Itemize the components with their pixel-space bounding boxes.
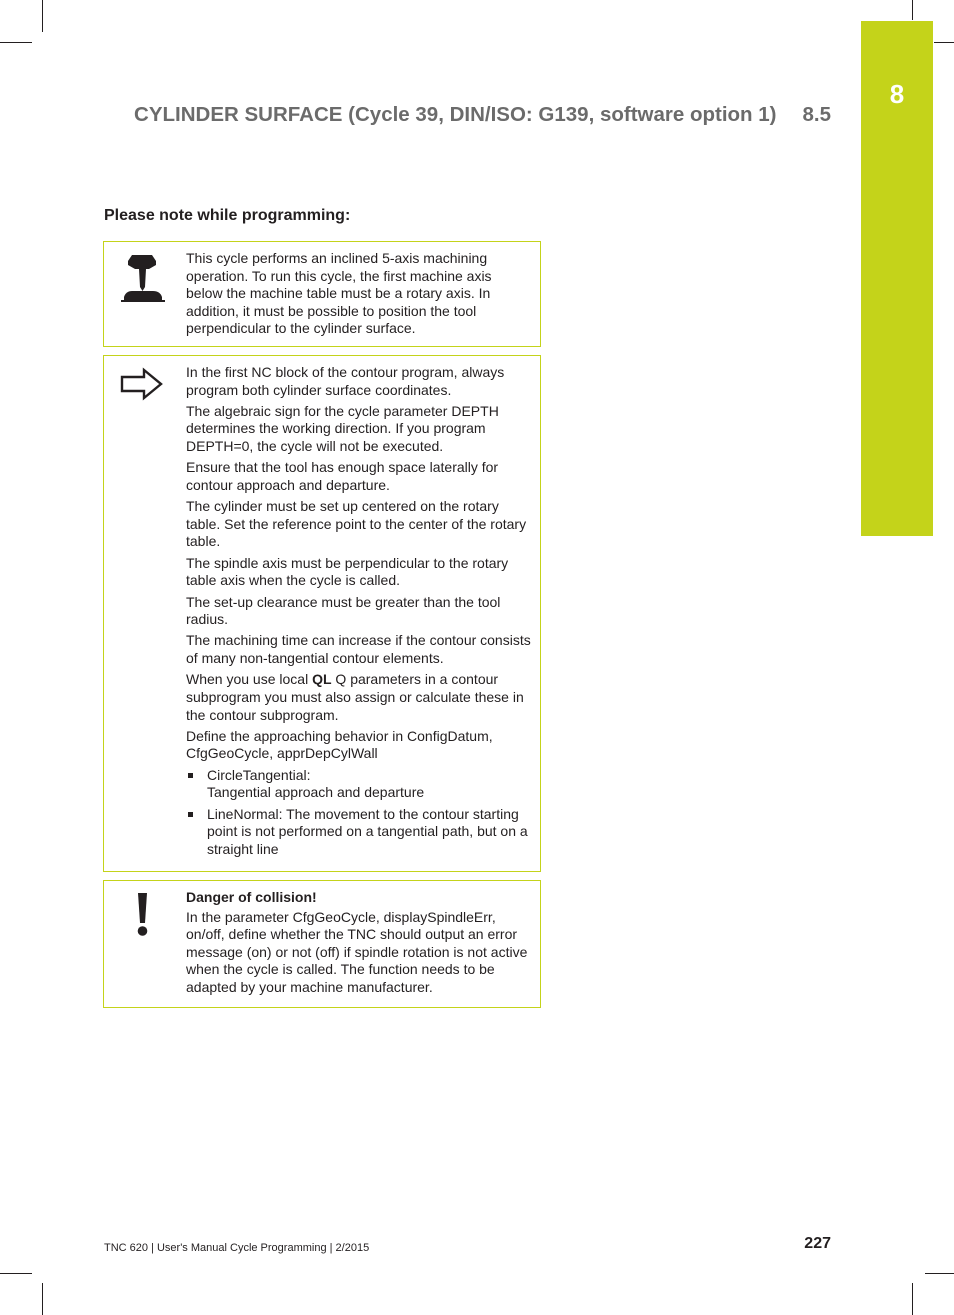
approach-paragraph: Define the approaching behavior in ConfigDatum, CfgGeoCycle, apprDepCylWall xyxy=(186,727,493,762)
ql-text-after: Q parameters in a contour subprogram you must also assign or calculate these in the contour subprogram. xyxy=(186,671,524,723)
warning-title-text: Danger of collision! xyxy=(186,889,317,905)
programming-notes-box xyxy=(103,355,541,872)
note-paragraph: The cylinder must be set up centered on the rotary table. Set the reference point to the center of the rotary table. xyxy=(186,498,527,550)
list-item-line2: Tangential approach and departure xyxy=(207,784,425,801)
list-item-line1: LineNormal: The movement to the contour starting point is not performed on a tangential path, but on a straight line xyxy=(207,805,528,857)
ql-text-before: When you use local xyxy=(186,671,313,688)
chapter-tab xyxy=(861,21,933,536)
crop-mark xyxy=(0,1273,32,1274)
note-paragraph: The machining time can increase if the contour consists of many non-tangential contour elements. xyxy=(186,632,531,667)
bullet-icon xyxy=(188,812,193,817)
exclamation-icon xyxy=(133,893,155,944)
note-paragraph: The algebraic sign for the cycle parameter DEPTH determines the working direction. If you program DEPTH=0, the cycle will not be executed. xyxy=(186,402,499,455)
note-paragraph: Ensure that the tool has enough space laterally for contour approach and departure. xyxy=(186,459,499,493)
chapter-number: 8 xyxy=(889,79,905,109)
collision-warning-box xyxy=(103,880,541,1008)
note-paragraph: The spindle axis must be perpendicular to the rotary table axis when the cycle is called. xyxy=(186,554,509,589)
machine-note-box xyxy=(103,241,541,347)
ql-keyword: QL xyxy=(312,671,332,688)
crop-mark xyxy=(925,1273,954,1274)
page-number: 227 xyxy=(804,1235,831,1252)
page-heading: Please note while programming: xyxy=(104,207,351,224)
approach-options-list xyxy=(186,767,532,859)
running-head xyxy=(134,103,831,127)
crop-mark xyxy=(42,0,43,32)
crop-mark xyxy=(42,1283,43,1315)
list-item xyxy=(186,806,532,859)
crop-mark xyxy=(934,42,954,43)
machine-tool-icon xyxy=(118,251,172,312)
note-paragraph: The set-up clearance must be greater than the tool radius. xyxy=(186,593,501,628)
ql-paragraph xyxy=(186,671,532,724)
bullet-icon xyxy=(188,773,193,778)
warning-text: In the parameter CfgGeoCycle, displaySpindleErr, on/off, define whether the TNC should output an error message (on) or not (off) if spindle rotation is not active when the cycle is called. The function needs to be adapted by your machine manufacturer. xyxy=(186,908,528,995)
crop-mark xyxy=(912,0,913,20)
warning-title xyxy=(186,889,532,907)
machine-note-text: This cycle performs an inclined 5-axis machining operation. To run this cycle, the first machine axis below the machine table must be a rotary axis. In addition, it must be possible to position the tool perpendicular to the cylinder surface. xyxy=(186,250,492,337)
running-head-section: 8.5 xyxy=(802,103,831,126)
list-item xyxy=(186,767,532,802)
crop-mark xyxy=(912,1283,913,1315)
list-item-line1: CircleTangential: xyxy=(207,766,311,783)
arrow-right-icon xyxy=(120,367,164,406)
note-paragraph: In the first NC block of the contour program, always program both cylinder surface coordinates. xyxy=(186,364,505,398)
crop-mark xyxy=(0,42,32,43)
footer-text: TNC 620 | User's Manual Cycle Programming | 2/2015 xyxy=(104,1242,370,1254)
running-head-title: CYLINDER SURFACE (Cycle 39, DIN/ISO: G139, software option 1) xyxy=(134,103,777,126)
